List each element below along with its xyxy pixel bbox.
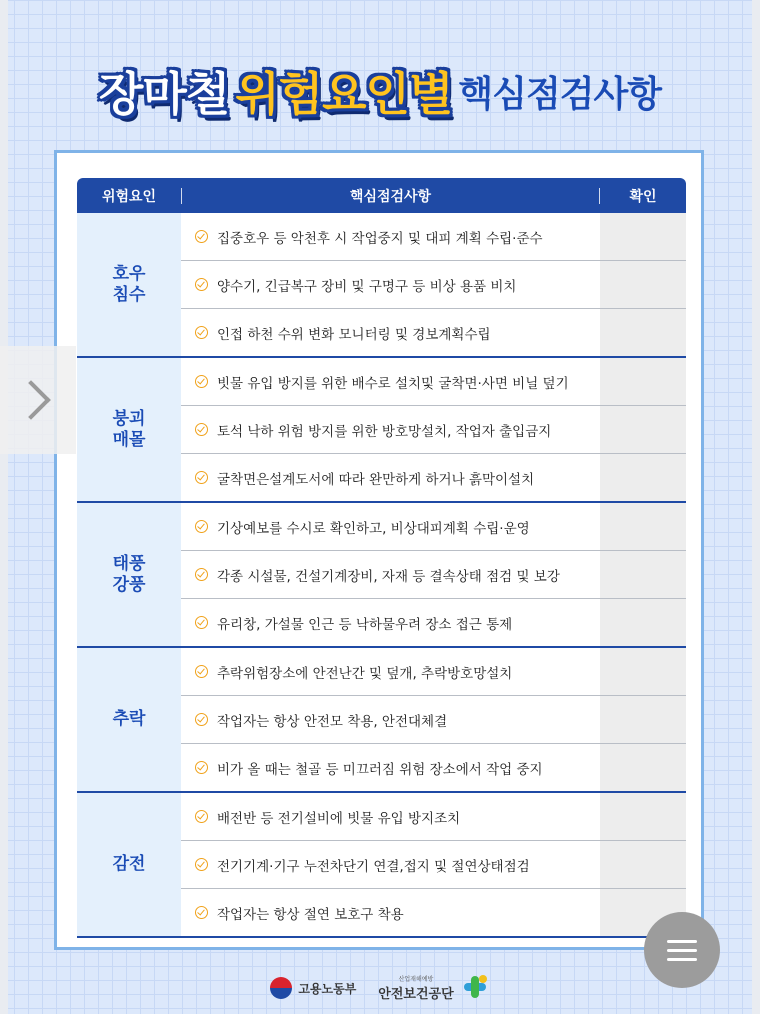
check-circle-icon [195,568,208,581]
agency-text [378,974,453,1002]
confirm-cell[interactable] [600,744,686,791]
check-item-row [181,261,686,309]
confirm-cell[interactable] [600,358,686,405]
check-circle-icon [195,761,208,774]
risk-factor-label: 감전 [77,793,181,936]
table-header [77,178,686,213]
check-item-text: 유리창, 가설물 인근 등 낙하물우려 장소 접근 통제 [217,616,513,633]
agency-small-text: 산업재해예방 [398,976,434,983]
check-item-list [181,358,686,501]
taeguk-icon [270,977,292,999]
check-item [181,793,600,840]
check-item [181,261,600,308]
risk-group [77,213,686,358]
check-item [181,889,600,936]
ministry-logo [270,977,356,999]
check-item-row [181,648,686,696]
confirm-cell[interactable] [600,841,686,888]
confirm-cell[interactable] [600,454,686,501]
check-item-text: 토석 낙하 위험 방지를 위한 방호망설치, 작업자 출입금지 [217,423,552,440]
checklist-card [54,150,704,950]
check-item-text: 비가 올 때는 철골 등 미끄러짐 위험 장소에서 작업 중지 [217,761,543,778]
check-item-text: 인접 하천 수위 변화 모니터링 및 경보계획수립 [217,326,491,343]
header-factor: 위험요인 [101,188,157,205]
check-item-text: 기상예보를 수시로 확인하고, 비상대피계획 수립·운영 [217,520,530,537]
risk-factor-label: 태풍 강풍 [77,503,181,646]
check-item-row [181,309,686,356]
risk-factor-label: 호우 침수 [77,213,181,356]
check-item-row [181,213,686,261]
check-item-row [181,793,686,841]
check-circle-icon [195,713,208,726]
chevron-right-icon [11,380,51,420]
check-circle-icon [195,906,208,919]
page-title [0,58,760,124]
confirm-cell[interactable] [600,648,686,695]
next-slide-button[interactable] [0,346,76,454]
check-item-list [181,503,686,646]
menu-icon-line [667,940,697,943]
check-item-list [181,793,686,936]
check-item-row [181,551,686,599]
confirm-cell[interactable] [600,551,686,598]
check-circle-icon [195,665,208,678]
check-circle-icon [195,616,208,629]
check-circle-icon [195,858,208,871]
check-item-row [181,841,686,889]
check-item-text: 빗물 유입 방지를 위한 배수로 설치및 굴착면·사면 비닐 덮기 [217,375,569,392]
check-item-row [181,358,686,406]
check-item-text: 작업자는 항상 안전모 착용, 안전대체결 [217,713,448,730]
check-item-text: 양수기, 긴급복구 장비 및 구명구 등 비상 용품 비치 [217,278,517,295]
check-item [181,406,600,453]
confirm-cell[interactable] [600,406,686,453]
check-item-text: 배전반 등 전기설비에 빗물 유입 방지조치 [217,810,461,827]
confirm-cell[interactable] [600,213,686,260]
check-circle-icon [195,278,208,291]
check-item-row [181,599,686,646]
check-item-row [181,454,686,501]
check-item [181,503,600,550]
check-circle-icon [195,423,208,436]
check-item-text: 각종 시설물, 건설기계장비, 자재 등 결속상태 점검 및 보강 [217,568,560,585]
title-part-3: 핵심점검사항 [458,74,662,115]
check-item [181,358,600,405]
risk-group [77,358,686,503]
title-part-1: 장마철 [98,67,230,121]
check-item-row [181,744,686,791]
check-item-row [181,889,686,936]
agency-name: 안전보건공단 [378,987,454,1002]
check-item-text: 집중호우 등 악천후 시 작업중지 및 대피 계획 수립·준수 [217,230,543,247]
check-item-list [181,648,686,791]
confirm-cell[interactable] [600,503,686,550]
check-circle-icon [195,230,208,243]
footer-logos [0,968,760,1008]
check-circle-icon [195,375,208,388]
check-item-text: 작업자는 항상 절연 보호구 착용 [217,906,404,923]
check-item [181,696,600,743]
check-item-row [181,503,686,551]
kosha-cross-icon [460,973,490,1003]
check-item [181,599,600,646]
left-edge [0,0,8,1014]
check-circle-icon [195,520,208,533]
check-item-list [181,213,686,356]
confirm-cell[interactable] [600,261,686,308]
risk-group [77,503,686,648]
check-item-row [181,406,686,454]
check-circle-icon [195,471,208,484]
check-item [181,551,600,598]
check-item [181,744,600,791]
confirm-cell[interactable] [600,599,686,646]
check-item-text: 전기기계·기구 누전차단기 연결,접지 및 절연상태점검 [217,858,530,875]
menu-icon-line [667,949,697,952]
check-item [181,454,600,501]
risk-factor-label: 붕괴 매몰 [77,358,181,501]
check-circle-icon [195,810,208,823]
confirm-cell[interactable] [600,696,686,743]
check-item-text: 추락위험장소에 안전난간 및 덮개, 추락방호망설치 [217,665,513,682]
ministry-name: 고용노동부 [298,981,357,996]
check-item-text: 굴착면은설계도서에 따라 완만하게 하거나 흙막이설치 [217,471,535,488]
menu-icon-line [667,958,697,961]
risk-group [77,648,686,793]
confirm-cell[interactable] [600,309,686,356]
check-item [181,648,600,695]
checklist-table [77,178,686,938]
title-part-2: 위험요인별 [235,67,453,121]
right-edge [752,0,760,1014]
confirm-cell[interactable] [600,793,686,840]
agency-logo [378,973,489,1003]
check-item [181,309,600,356]
table-body [77,213,686,938]
check-item-row [181,696,686,744]
risk-group [77,793,686,938]
check-circle-icon [195,326,208,339]
check-item [181,841,600,888]
header-items: 핵심점검사항 [349,188,432,205]
risk-factor-label: 추락 [77,648,181,791]
check-item [181,213,600,260]
header-confirm: 확인 [629,188,657,205]
